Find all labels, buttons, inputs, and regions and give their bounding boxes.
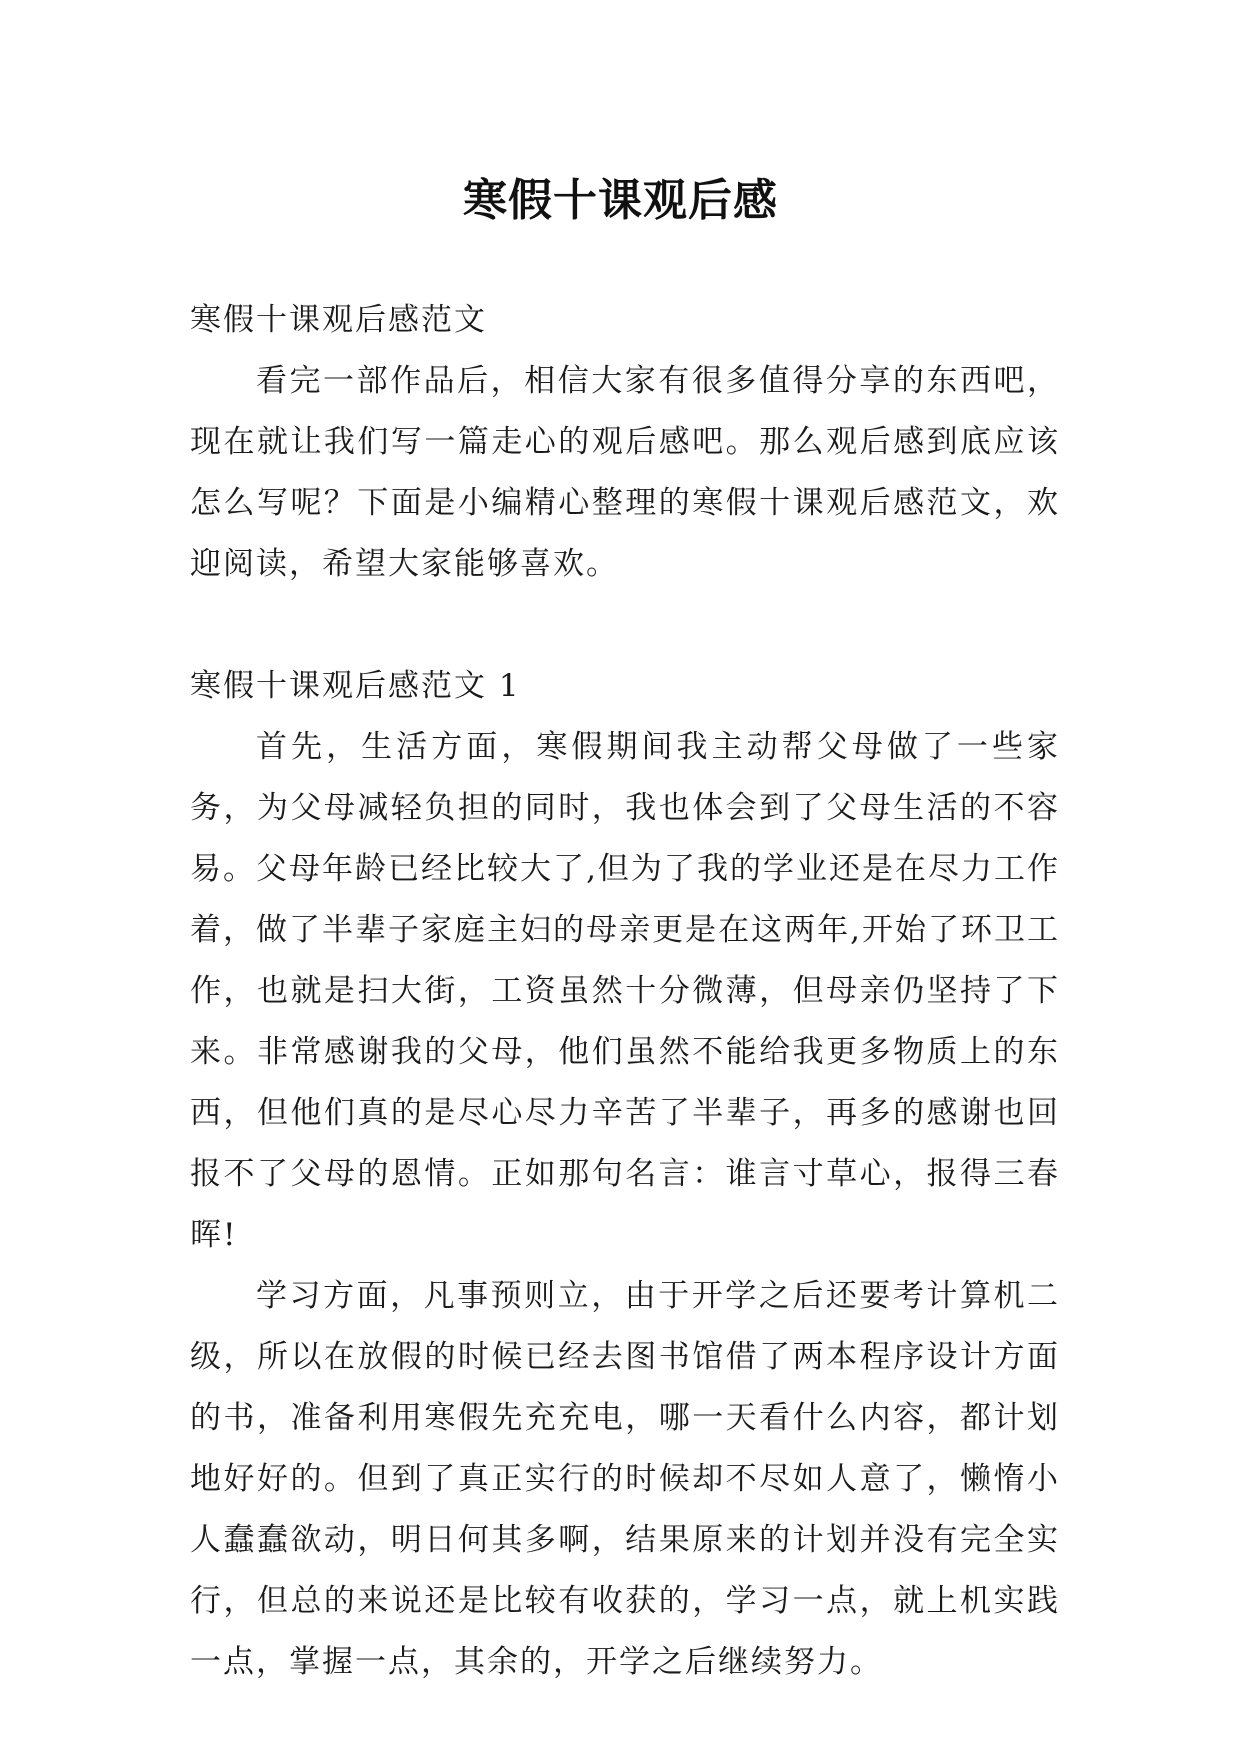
essay-paragraph-life: 首先，生活方面，寒假期间我主动帮父母做了一些家务，为父母减轻负担的同时，我也体会到了父母生活的不容易。父母年龄已经比较大了,但为了我的学业还是在尽力工作着，做了半辈子家庭主妇的母亲更是在这两年,开始了环卫工作，也就是扫大街，工资虽然十分微薄，但母亲仍坚持了下来。非常感谢我的父母，他们虽然不能给我更多物质上的东西，但他们真的是尽心尽力辛苦了半辈子，再多的感谢也回报不了父母的恩情。正如那句名言：谁言寸草心，报得三春晖!: [190, 729, 1060, 1253]
intro-section: [190, 290, 1060, 595]
essay-paragraph-study: 学习方面，凡事预则立，由于开学之后还要考计算机二级，所以在放假的时候已经去图书馆借了两本程序设计方面的书，准备利用寒假先充充电，哪一天看什么内容，都计划地好好的。但到了真正实行的时候却不尽如人意了，懒惰小人蠢蠢欲动，明日何其多啊，结果原来的计划并没有完全实行，但总的来说还是比较有收获的，学习一点，就上机实践一点，掌握一点，其余的，开学之后继续努力。: [190, 1278, 1060, 1680]
section-spacer: [190, 595, 1060, 656]
section-heading: 寒假十课观后感范文 1: [190, 668, 521, 704]
essay-section-1: [190, 656, 1060, 1693]
document-body: [190, 290, 1060, 1693]
section-heading: 寒假十课观后感范文: [190, 302, 487, 338]
document-title: 寒假十课观后感: [463, 175, 778, 227]
intro-paragraph: 看完一部作品后，相信大家有很多值得分享的东西吧，现在就让我们写一篇走心的观后感吧。那么观后感到底应该怎么写呢？下面是小编精心整理的寒假十课观后感范文，欢迎阅读，希望大家能够喜欢。: [190, 363, 1060, 582]
